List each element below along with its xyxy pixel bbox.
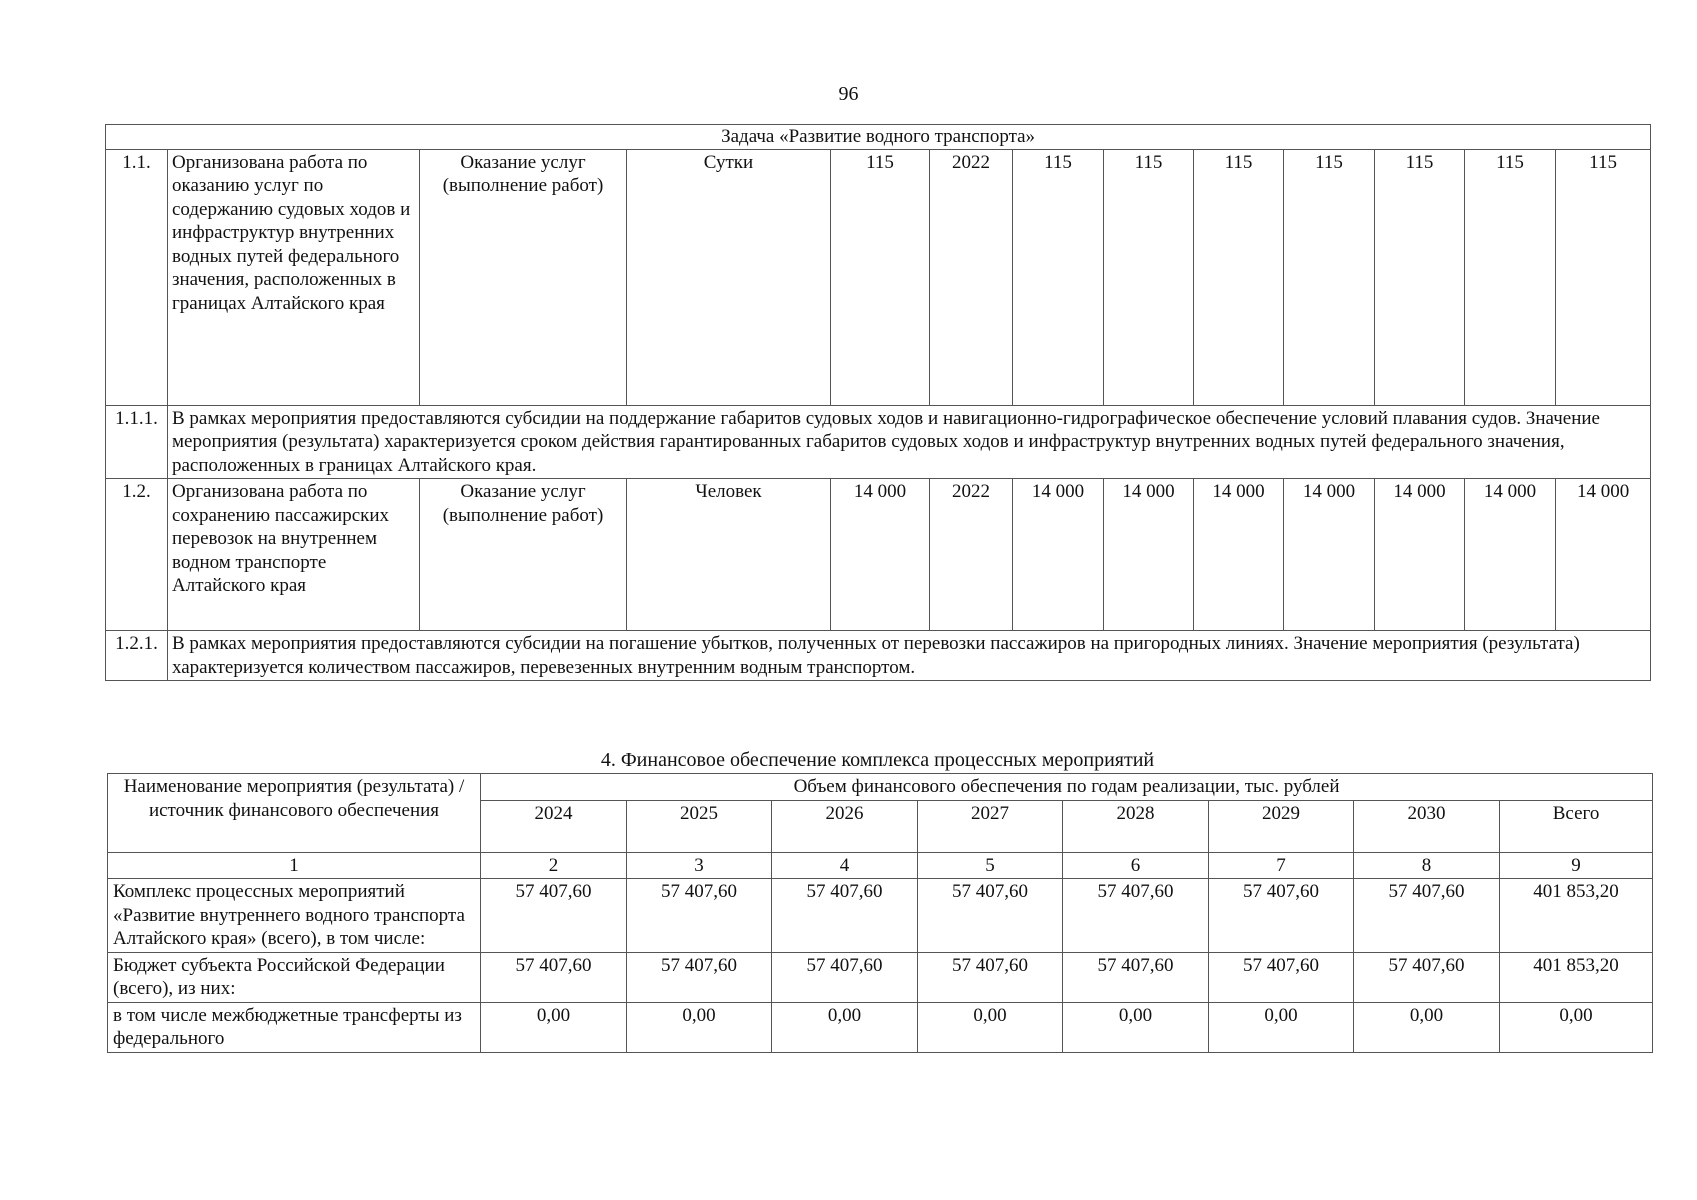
header-year: 2029 <box>1209 800 1354 852</box>
header-year: 2026 <box>772 800 918 852</box>
finance-value: 57 407,60 <box>481 879 627 953</box>
header-year: 2030 <box>1354 800 1500 852</box>
measure-name: Организована работа по оказанию услуг по содержанию судовых ходов и инфраструктур внутренних водных путей федерального значения, расположенных в границах Алтайского края <box>168 149 420 405</box>
page-number: 96 <box>838 83 859 105</box>
sub-row-number: 1.2.1. <box>106 631 168 681</box>
header-year: 2027 <box>918 800 1063 852</box>
value-2030: 14 000 <box>1556 479 1651 631</box>
table-row <box>106 479 1651 631</box>
task-table <box>105 124 1651 681</box>
column-number: 1 <box>108 852 481 879</box>
sub-row-text: В рамках мероприятия предоставляются субсидии на погашение убытков, полученных от перевозки пассажиров на пригородных линиях. Значение мероприятия (результата) характеризуется количеством пассажиров, перевезенных внутренним водным транспортом. <box>168 631 1651 681</box>
value-2026: 14 000 <box>1194 479 1284 631</box>
value-2030: 115 <box>1556 149 1651 405</box>
header-row <box>108 774 1653 801</box>
column-number: 8 <box>1354 852 1500 879</box>
finance-row-name: Бюджет субъекта Российской Федерации (всего), из них: <box>108 952 481 1002</box>
finance-value: 57 407,60 <box>918 952 1063 1002</box>
base-year: 2022 <box>930 479 1013 631</box>
finance-value: 57 407,60 <box>1209 879 1354 953</box>
measure-type: Оказание услуг (выполнение работ) <box>420 149 627 405</box>
finance-total: 0,00 <box>1500 1002 1653 1052</box>
base-value: 14 000 <box>831 479 930 631</box>
table-row <box>106 149 1651 405</box>
table-row <box>108 879 1653 953</box>
value-2025: 14 000 <box>1104 479 1194 631</box>
finance-total: 401 853,20 <box>1500 952 1653 1002</box>
finance-value: 57 407,60 <box>627 952 772 1002</box>
value-2029: 14 000 <box>1465 479 1556 631</box>
value-2028: 115 <box>1375 149 1465 405</box>
finance-value: 0,00 <box>1063 1002 1209 1052</box>
finance-row-name: Комплекс процессных мероприятий «Развитие внутреннего водного транспорта Алтайского края» (всего), в том числе: <box>108 879 481 953</box>
value-2024: 14 000 <box>1013 479 1104 631</box>
base-value: 115 <box>831 149 930 405</box>
section-title: 4. Финансовое обеспечение комплекса процессных мероприятий <box>600 749 1155 771</box>
sub-row-text: В рамках мероприятия предоставляются субсидии на поддержание габаритов судовых ходов и навигационно-гидрографическое обеспечение условий плавания судов. Значение мероприятия (результата) характеризуется сроком действия гарантированных габаритов судовых ходов и инфраструктур внутренних водных путей федерального значения, расположенных в границах Алтайского края. <box>168 405 1651 479</box>
finance-value: 0,00 <box>1209 1002 1354 1052</box>
value-2029: 115 <box>1465 149 1556 405</box>
column-number: 7 <box>1209 852 1354 879</box>
finance-value: 57 407,60 <box>1209 952 1354 1002</box>
column-number: 9 <box>1500 852 1653 879</box>
task-title: Задача «Развитие водного транспорта» <box>106 125 1651 150</box>
measure-type: Оказание услуг (выполнение работ) <box>420 479 627 631</box>
finance-value: 0,00 <box>627 1002 772 1052</box>
finance-value: 57 407,60 <box>772 952 918 1002</box>
value-2026: 115 <box>1194 149 1284 405</box>
value-2028: 14 000 <box>1375 479 1465 631</box>
finance-table <box>107 773 1653 1053</box>
finance-row-name: в том числе межбюджетные трансферты из федерального <box>108 1002 481 1052</box>
value-2024: 115 <box>1013 149 1104 405</box>
sub-row-number: 1.1.1. <box>106 405 168 479</box>
row-number: 1.1. <box>106 149 168 405</box>
table-row-description <box>106 631 1651 681</box>
finance-value: 57 407,60 <box>1354 879 1500 953</box>
column-number: 2 <box>481 852 627 879</box>
header-total: Всего <box>1500 800 1653 852</box>
unit: Человек <box>627 479 831 631</box>
finance-value: 57 407,60 <box>1354 952 1500 1002</box>
finance-value: 0,00 <box>481 1002 627 1052</box>
finance-value: 57 407,60 <box>772 879 918 953</box>
table-row <box>108 1002 1653 1052</box>
header-year: 2025 <box>627 800 772 852</box>
finance-value: 57 407,60 <box>1063 952 1209 1002</box>
table-row-description <box>106 405 1651 479</box>
column-number: 3 <box>627 852 772 879</box>
column-number: 5 <box>918 852 1063 879</box>
table-row <box>108 952 1653 1002</box>
finance-value: 0,00 <box>772 1002 918 1052</box>
finance-value: 57 407,60 <box>627 879 772 953</box>
row-number: 1.2. <box>106 479 168 631</box>
task-title-row <box>106 125 1651 150</box>
value-2027: 115 <box>1284 149 1375 405</box>
finance-value: 57 407,60 <box>481 952 627 1002</box>
value-2027: 14 000 <box>1284 479 1375 631</box>
header-year: 2024 <box>481 800 627 852</box>
column-number: 4 <box>772 852 918 879</box>
header-year: 2028 <box>1063 800 1209 852</box>
base-year: 2022 <box>930 149 1013 405</box>
measure-name: Организована работа по сохранению пассажирских перевозок на внутреннем водном транспорте Алтайского края <box>168 479 420 631</box>
finance-value: 57 407,60 <box>918 879 1063 953</box>
unit: Сутки <box>627 149 831 405</box>
header-name: Наименование мероприятия (результата) / источник финансового обеспечения <box>108 774 481 853</box>
header-volume: Объем финансового обеспечения по годам реализации, тыс. рублей <box>481 774 1653 801</box>
finance-value: 0,00 <box>1354 1002 1500 1052</box>
finance-value: 0,00 <box>918 1002 1063 1052</box>
column-numbers-row <box>108 852 1653 879</box>
column-number: 6 <box>1063 852 1209 879</box>
finance-total: 401 853,20 <box>1500 879 1653 953</box>
value-2025: 115 <box>1104 149 1194 405</box>
finance-value: 57 407,60 <box>1063 879 1209 953</box>
